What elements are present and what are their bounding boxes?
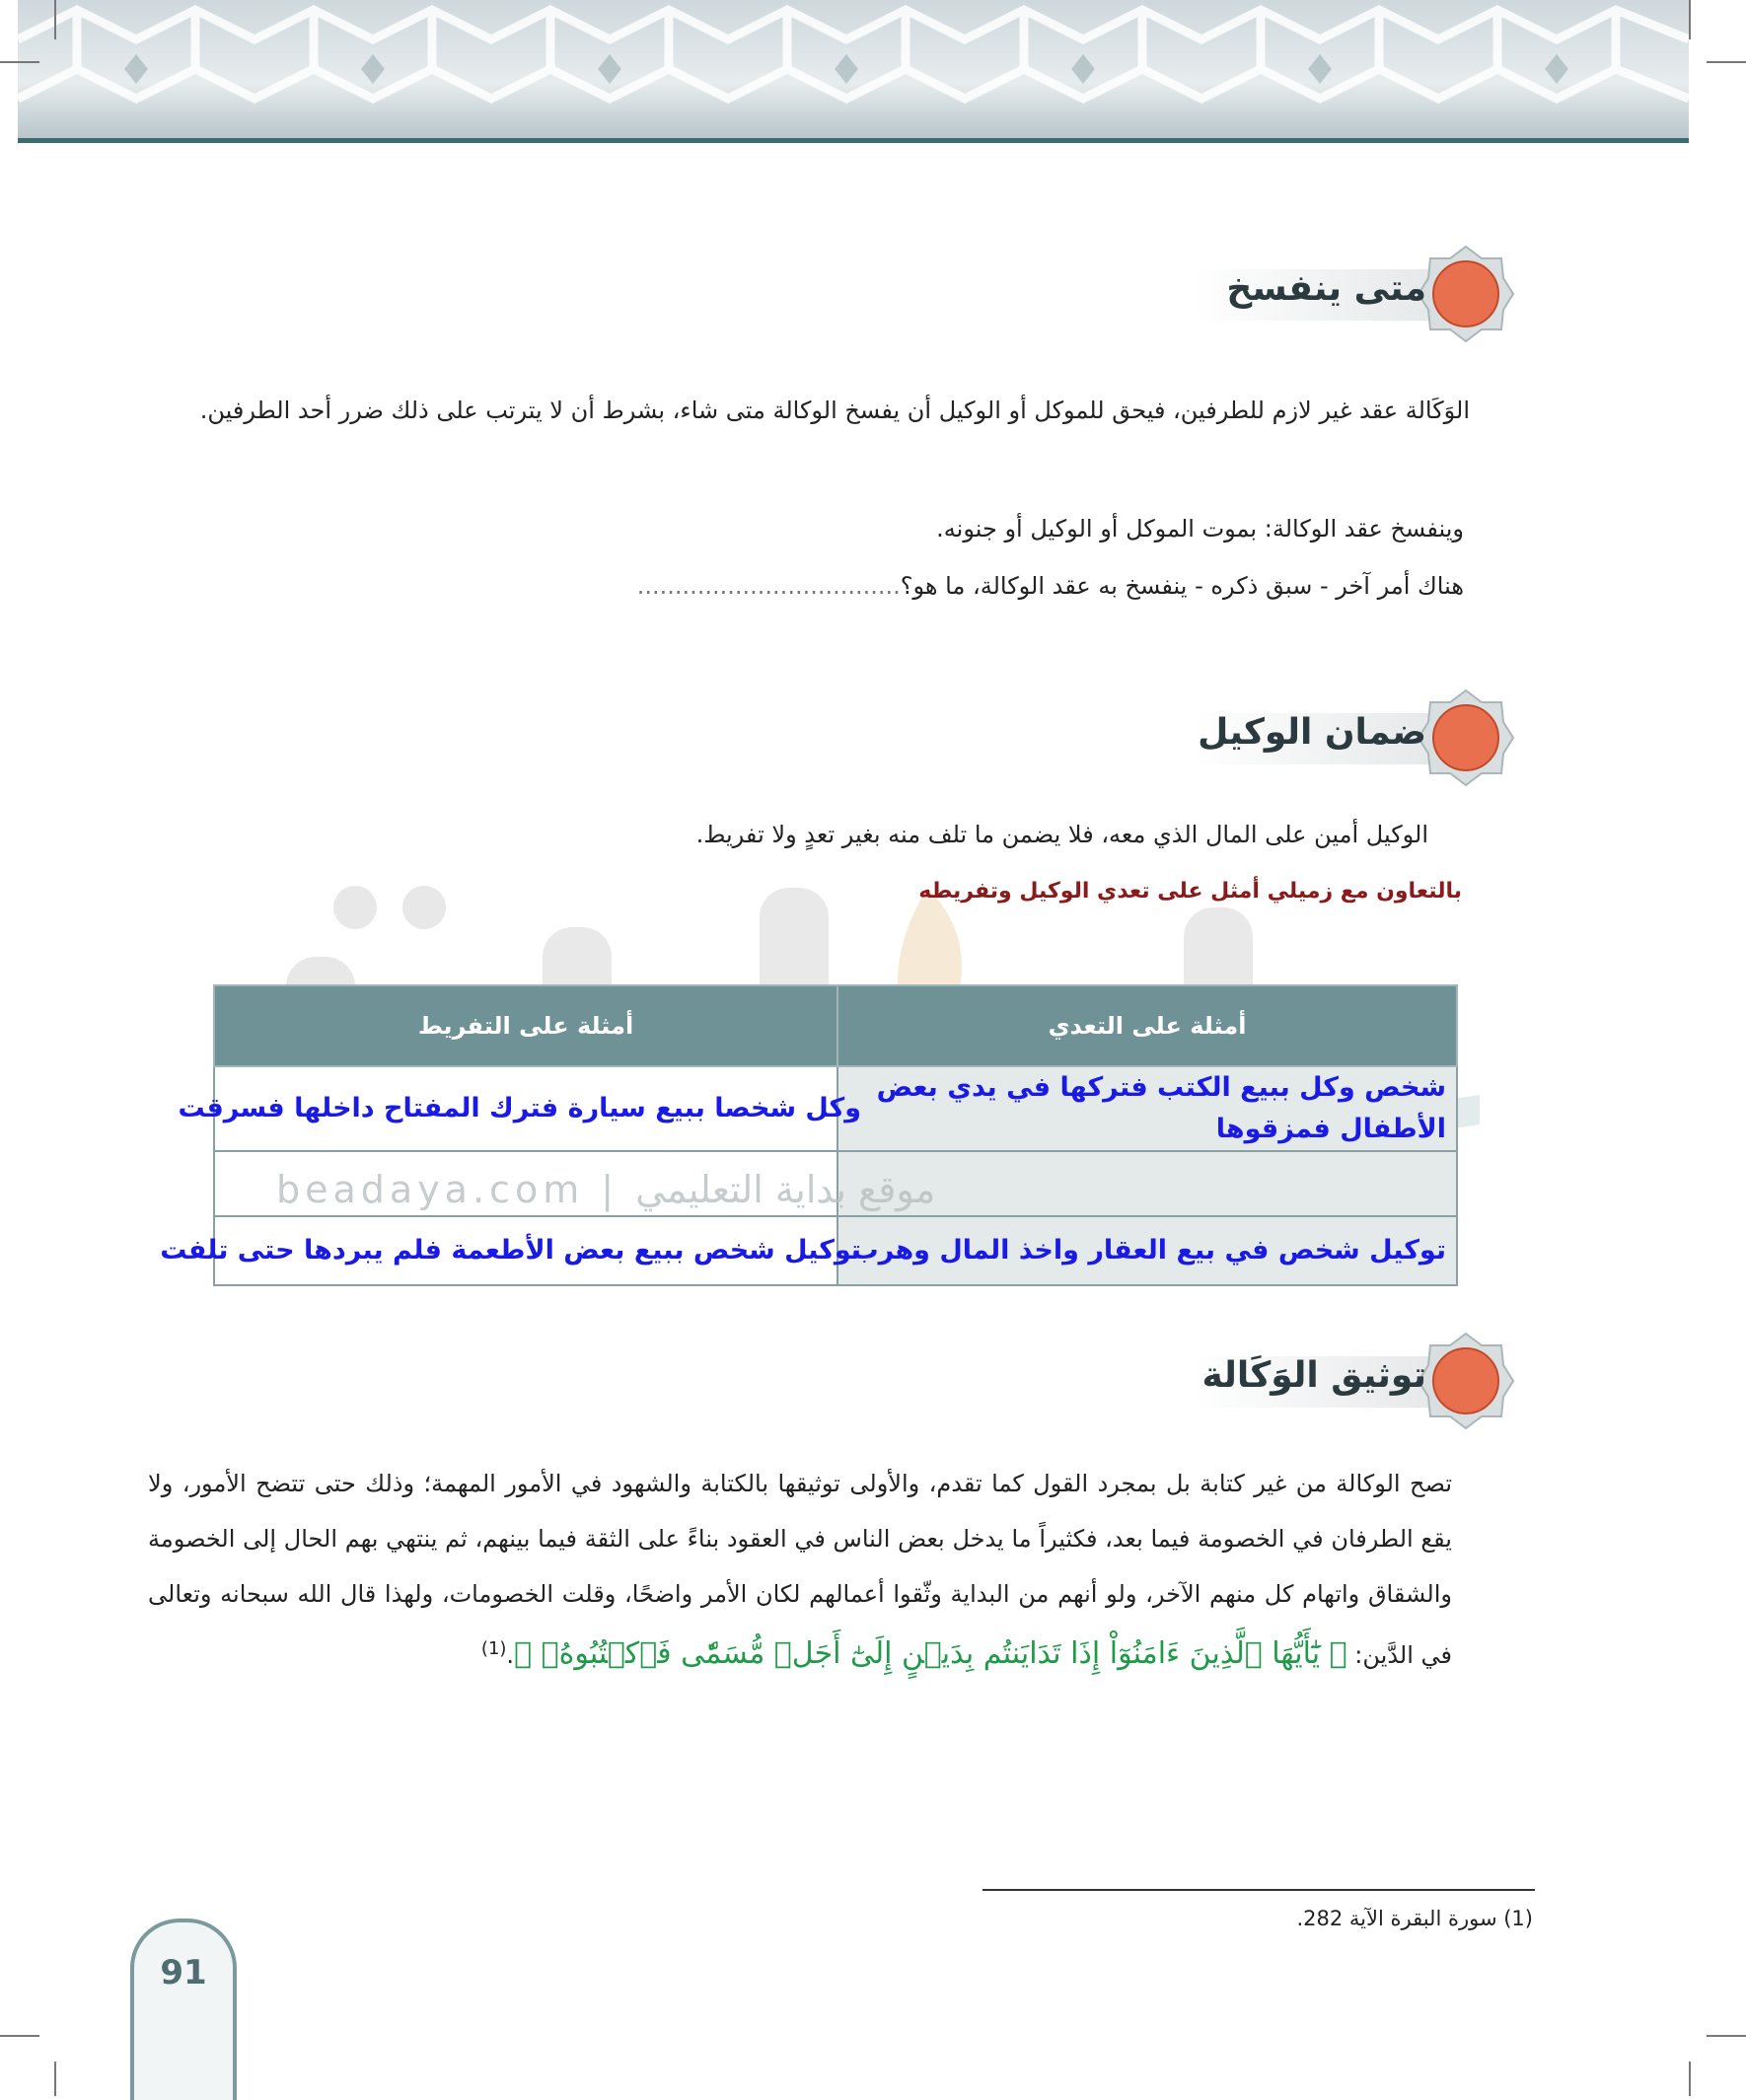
table-header: أمثلة على التعدي [837, 985, 1457, 1066]
paragraph-text: تصح الوكالة من غير كتابة بل بمجرد القول كما تقدم، والأولى توثيقها بالكتابة والشهود في الأمور المهمة؛ وذلك حتى تتضح الأمور، ولا يقع الطرفان في الخصومة فيما بعد، فكثيراً ما يدخل بعض الناس في العقود بناءً على الثقة فيما بينهم، ثم ينتهي بهم الحال إلى الخصومة والشقاق واتهام كل منهم الآخر، ولو أنهم من البداية وثّقوا أعمالهم لكان الأمر واضحًا، وقلت الخصومات، ولهذا قال الله سبحانه وتعالى في الدَّين: [148, 1470, 1452, 1669]
table-row [214, 1216, 1457, 1285]
octagon-medallion-icon [1417, 245, 1515, 343]
section-header-guarantee [947, 688, 1529, 783]
question-text: هناك أمر آخر - سبق ذكره - ينفسخ به عقد الوكالة، ما هو؟ [900, 572, 1464, 600]
page-number: 91 [160, 1953, 207, 1992]
answer-blank[interactable]: ................................... [636, 572, 901, 600]
crop-mark [1689, 2062, 1691, 2096]
table-cell[interactable]: شخص وكل ببيع الكتب فتركها في يدي بعض الأطفال فمزقوها [837, 1066, 1457, 1151]
page-number-tab [130, 1919, 237, 2100]
quran-verse: ﴿ يَٰٓأَيُّهَا ٱلَّذِينَ ءَامَنُوٓاْ إِذَا تَدَايَنتُم بِدَيۡنٍ إِلَىٰٓ أَجَلٖ مُّسَمّٗى فَٱكۡتُبُوهُۚ ﴾ [514, 1636, 1347, 1671]
section2-paragraph: الوكيل أمين على المال الذي معه، فلا يضمن ما تلف منه بغير تعدٍ ولا تفريط. [695, 821, 1428, 848]
section3-paragraph [148, 1456, 1452, 1683]
table-header-row [214, 985, 1457, 1066]
geometric-pattern-icon [18, 0, 1689, 133]
crop-mark [1707, 2035, 1746, 2037]
section1-paragraph-1: الوَكَالة عقد غير لازم للطرفين، فيحق للموكل أو الوكيل أن يفسخ الوكالة متى شاء، بشرط أن لا يترتب على ذلك ضرر أحد الطرفين. [199, 397, 1470, 424]
crop-mark [1689, 0, 1691, 39]
section-header-dissolution [947, 245, 1529, 339]
table-row [214, 1066, 1457, 1151]
section-header-documentation [947, 1332, 1529, 1426]
header-pattern-band [18, 0, 1689, 143]
examples-table [160, 984, 1458, 1286]
table-header: أمثلة على التفريط [214, 985, 837, 1066]
table-cell[interactable]: توكيل شخص في بيع العقار واخذ المال وهرب [837, 1216, 1457, 1285]
octagon-medallion-icon [1417, 688, 1515, 787]
crop-mark [54, 0, 56, 39]
crop-mark [54, 2062, 56, 2096]
section1-paragraph-2: وينفسخ عقد الوكالة: بموت الموكل أو الوكيل أو جنونه. [936, 515, 1464, 543]
section-title: توثيق الوَكَالة [1201, 1355, 1426, 1396]
crop-mark [1707, 61, 1746, 63]
section-title: ضمان الوكيل [1198, 712, 1426, 753]
section-title: متى ينفسخ [1226, 268, 1426, 309]
footnote-reference[interactable]: (1) [480, 1638, 507, 1659]
footnote: (1) سورة البقرة الآية 282. [1296, 1907, 1533, 1930]
activity-instruction: بالتعاون مع زميلي أمثل على تعدي الوكيل وتفريطه [918, 879, 1462, 904]
footnote-divider [982, 1889, 1535, 1891]
crop-mark [0, 61, 39, 63]
watermark-text: beadaya.com | موقع بداية التعليمي [276, 1168, 936, 1211]
table-cell[interactable]: توكيل شخص ببيع بعض الأطعمة فلم يبردها حتى تلفت [214, 1216, 837, 1285]
octagon-medallion-icon [1417, 1332, 1515, 1430]
sentence-end: . [506, 1641, 515, 1669]
crop-mark [0, 2035, 39, 2037]
table-cell[interactable]: وكل شخصا ببيع سيارة فترك المفتاح داخلها فسرقت [214, 1066, 837, 1151]
section1-question [637, 572, 1464, 600]
